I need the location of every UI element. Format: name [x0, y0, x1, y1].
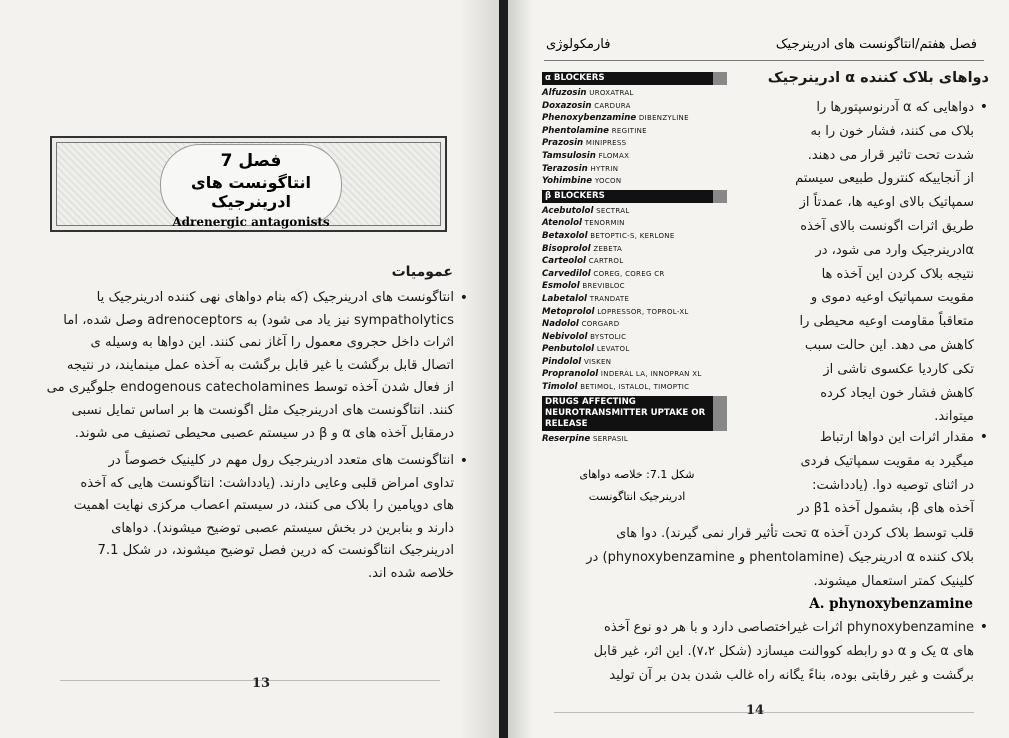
drug-name: Betaxolol — [542, 230, 588, 241]
drug-brand: HYTRIN — [590, 164, 619, 173]
left-paragraph-1 — [26, 287, 468, 445]
drug-name: Bisoprolol — [542, 243, 591, 254]
bullet-icon: • — [459, 290, 468, 306]
text-line: سمپاتیک بالای اوعیه ها، عمدتاً از — [799, 195, 974, 211]
drug-brand: CARTROL — [588, 257, 624, 266]
drug-brand: VISKEN — [583, 357, 612, 366]
drug-summary-figure — [542, 70, 727, 445]
drug-row — [542, 112, 727, 125]
chapter-label: فصل 7 — [220, 151, 282, 171]
drug-row — [542, 331, 727, 344]
drug-name: Carteolol — [542, 256, 586, 267]
drug-row — [542, 293, 727, 306]
text-line: کاهش فشار خون ایجاد کرده — [820, 385, 974, 401]
drug-brand: CORGARD — [581, 320, 620, 329]
drug-name: Prazosin — [542, 138, 584, 149]
drug-brand: MINIPRESS — [585, 139, 627, 148]
drug-name: Reserpine — [542, 433, 591, 444]
drug-name: Metoprolol — [542, 306, 595, 317]
caption-line: شکل 7.1: خلاصه دواهای — [579, 468, 695, 481]
header-rule — [544, 60, 984, 61]
text-line: دواهایی که α آدرنوسپتورها را — [816, 100, 974, 115]
bullet-icon: • — [459, 453, 468, 469]
text-line: آخذه های β، بشمول آخذه β1 در — [797, 501, 974, 517]
drug-row — [542, 381, 727, 394]
drug-brand: SERPASIL — [592, 434, 629, 443]
text-line: بلاک کننده α ادرینرجیک (phentolamine و phynoxybenzamine) در — [586, 549, 974, 565]
drug-name: Atenolol — [542, 218, 582, 229]
text-line: تکی کاردیا عکسوی ناشی از — [823, 361, 974, 377]
drug-row — [542, 243, 727, 256]
drug-name: Tamsulosin — [542, 150, 596, 161]
drug-brand: BREVIBLOC — [582, 282, 625, 291]
text-line: بلاک می کنند، فشار خون را به — [810, 123, 974, 139]
bullet-icon: • — [979, 619, 988, 635]
text-line: برگشت و غیر رقابتی بوده، بناءً یگانه راه غالب شدن بدن بر آن تولید — [609, 667, 974, 683]
drug-category-header: β BLOCKERS — [542, 190, 727, 203]
chapter-title-english: Adrenergic antagonists — [172, 215, 330, 229]
text-line: مقدار اثرات این دواها ارتباط — [819, 430, 974, 445]
drug-name: Nadolol — [542, 319, 579, 330]
right-column-paragraph-2 — [730, 426, 988, 521]
drug-row — [542, 280, 727, 293]
text-line: نتیجه بلاک کردن این آخذه ها — [821, 266, 974, 282]
caption-line: ادرینرجیک انتاگونست — [588, 490, 686, 503]
text-line: های دوپامین را بلاک می کنند، در سیستم اعصاب مرکزی نهایت اهمیت — [73, 498, 454, 514]
drug-brand: REGITINE — [611, 126, 647, 135]
drug-brand: YOCON — [594, 177, 622, 186]
drug-name: Carvedilol — [542, 268, 591, 279]
drug-row — [542, 356, 727, 369]
drug-brand: TENORMIN — [584, 219, 625, 228]
wide-paragraph — [546, 522, 974, 593]
drug-row — [542, 125, 727, 138]
drug-name: Acebutolol — [542, 205, 594, 216]
running-head-chapter: فصل هفتم/انتاگونست های ادرینرجیک — [775, 37, 977, 52]
text-line: طریق اثرات اگونست بالای آخذه — [800, 218, 974, 234]
drug-name: Penbutolol — [542, 344, 595, 355]
drug-row — [542, 306, 727, 319]
page-number: 13 — [252, 676, 271, 691]
drug-name: Doxazosin — [542, 100, 592, 111]
drug-row — [542, 368, 727, 381]
running-head-book: فارمکولوژی — [546, 37, 611, 52]
text-line: درمقابل آخذه های α و β در سیستم عصبی محیطی تصنیف می شوند. — [74, 425, 454, 441]
drug-row — [542, 217, 727, 230]
text-line: ادرینرجیک انتاگونست که درین فصل توضیح میشوند، در شکل 7.1 — [97, 543, 454, 559]
page-number: 14 — [746, 703, 765, 718]
drug-brand: DIBENZYLINE — [638, 114, 689, 123]
footer-rule — [60, 680, 440, 681]
drug-name: Esmolol — [542, 281, 580, 292]
drug-name: Alfuzosin — [542, 88, 587, 98]
drug-brand: FLOMAX — [598, 151, 630, 160]
text-line: انتاگونست های ادرینرجیک (که بنام دواهای نهی کننده ادرینرجیک یا — [96, 290, 454, 305]
left-page — [0, 0, 499, 738]
drug-brand: LOPRESSOR, TOPROL-XL — [597, 307, 689, 316]
left-paragraph-2 — [26, 450, 468, 586]
drug-brand: CARDURA — [594, 101, 631, 110]
text-line: متعاقباً مقاومت اوعیه محیطی را — [799, 314, 974, 330]
chapter-title-oval — [160, 144, 342, 229]
text-line: میتواند. — [934, 409, 974, 425]
drug-brand: UROXATRAL — [589, 89, 634, 97]
drug-brand: BETIMOL, ISTALOL, TIMOPTIC — [580, 383, 690, 392]
text-line: اثرات داخل حجروی معمول را آغاز نمی کنند. این دواها به وسیله ی — [90, 335, 454, 351]
drug-row — [542, 163, 727, 176]
drug-brand: BYSTOLIC — [590, 332, 627, 341]
text-line: αادرینرجیک وارد می شود، در — [815, 242, 974, 258]
drug-brand: BETOPTIC-S, KERLONE — [590, 231, 675, 240]
drug-name: Yohimbine — [542, 176, 593, 187]
text-line: از آنجاییکه کنترول طبیعی سیستم — [795, 171, 974, 187]
drug-brand: TRANDATE — [589, 294, 630, 303]
text-line: مقویت سمپاتیک اوعیه دموی و — [810, 290, 974, 306]
drug-row — [542, 318, 727, 331]
drug-row — [542, 230, 727, 243]
drug-name: Propranolol — [542, 369, 599, 380]
figure-caption — [552, 464, 722, 508]
text-line: از فعال شدن آخذه توسط endogenous catecholamines جلوگیری می — [46, 380, 454, 396]
drug-name: Timolol — [542, 382, 578, 393]
text-line: sympatholytics نیز یاد می شود) به adrenoceptors وصل شده، اما — [63, 312, 454, 328]
drug-row — [542, 150, 727, 163]
right-column-paragraph-1 — [730, 96, 988, 429]
drug-brand: LEVATOL — [596, 345, 630, 354]
right-page — [508, 0, 1009, 738]
text-line: در اثنای توصیه دوا. (یادداشت: — [812, 477, 974, 493]
drug-category-header: DRUGS AFFECTING NEUROTRANSMITTER UPTAKE OR RELEASE — [542, 396, 727, 431]
drug-name: Terazosin — [542, 163, 588, 174]
text-line: کنند. انتاگونست های ادرینرجیک مثل اگونست ها بر اساس تمایل نسبی — [71, 402, 454, 418]
drug-row — [542, 433, 727, 446]
subsection-heading: A. phynoxybenzamine — [809, 596, 973, 612]
text-line: خلاصه شده اند. — [367, 565, 454, 581]
drug-row — [542, 255, 727, 268]
drug-row — [542, 87, 727, 100]
drug-brand: SECTRAL — [596, 206, 630, 215]
text-line: کاهش می دهد. این حالت سبب — [804, 337, 974, 353]
text-line: های α یک و α دو رابطه کووالنت میسازد (شکل ۷،۲). این اثر، غیر قابل — [593, 643, 974, 659]
chapter-title-box — [50, 136, 447, 232]
drug-name: Labetalol — [542, 293, 587, 304]
text-line: شدت تحت تاثیر قرار می دهند. — [807, 147, 974, 163]
text-line: تداوی امراض قلبی وعایی دارند. (یادداشت: انتاگونست هایی که آخذه — [80, 475, 454, 491]
book-gutter — [499, 0, 508, 738]
text-line: میگیرد به مقویت سمپاتیک فردی — [800, 453, 974, 469]
drug-name: Pindolol — [542, 356, 582, 367]
subsection-paragraph — [546, 616, 988, 687]
bullet-icon: • — [979, 99, 988, 115]
drug-brand: INDERAL LA, INNOPRAN XL — [600, 370, 702, 379]
drug-row — [542, 205, 727, 218]
drug-name: Phenoxybenzamine — [542, 113, 637, 124]
text-line: قلب توسط بلاک کردن آخذه α تحت تأثیر قرار نمی گیرند). دوا های — [616, 526, 974, 541]
text-line: دارند و بنابرین در بخش سیستم عصبی توضیح میشوند). دواهای — [111, 520, 454, 536]
drug-category-header: α BLOCKERS — [542, 72, 727, 85]
chapter-title-persian: انتاگونست های ادرینرجیک — [191, 173, 311, 211]
drug-row — [542, 175, 727, 188]
drug-row — [542, 268, 727, 281]
drug-row — [542, 137, 727, 150]
drug-brand: COREG, COREG CR — [593, 269, 665, 278]
bullet-icon: • — [979, 429, 988, 445]
text-line: اتصال قابل برگشت یا غیر قابل برگشت به آخذه عمل مینمایند، در نتیجه — [66, 357, 454, 373]
section-heading: دواهای بلاک کننده α ادرینرجیک — [767, 70, 989, 86]
drug-row — [542, 100, 727, 113]
drug-row — [542, 343, 727, 356]
drug-name: Phentolamine — [542, 125, 609, 136]
text-line: phynoxybenzamine اثرات غیراختصاصی دارد و با هر دو نوع آخذه — [604, 620, 974, 635]
drug-brand: ZEBETA — [593, 244, 623, 253]
section-heading: عمومیات — [391, 264, 453, 280]
text-line: کلینیک کمتر استعمال میشوند. — [813, 573, 974, 589]
text-line: انتاگونست های متعدد ادرینرجیک رول مهم در کلینیک خصوصاً در — [108, 453, 454, 468]
drug-name: Nebivolol — [542, 331, 588, 342]
